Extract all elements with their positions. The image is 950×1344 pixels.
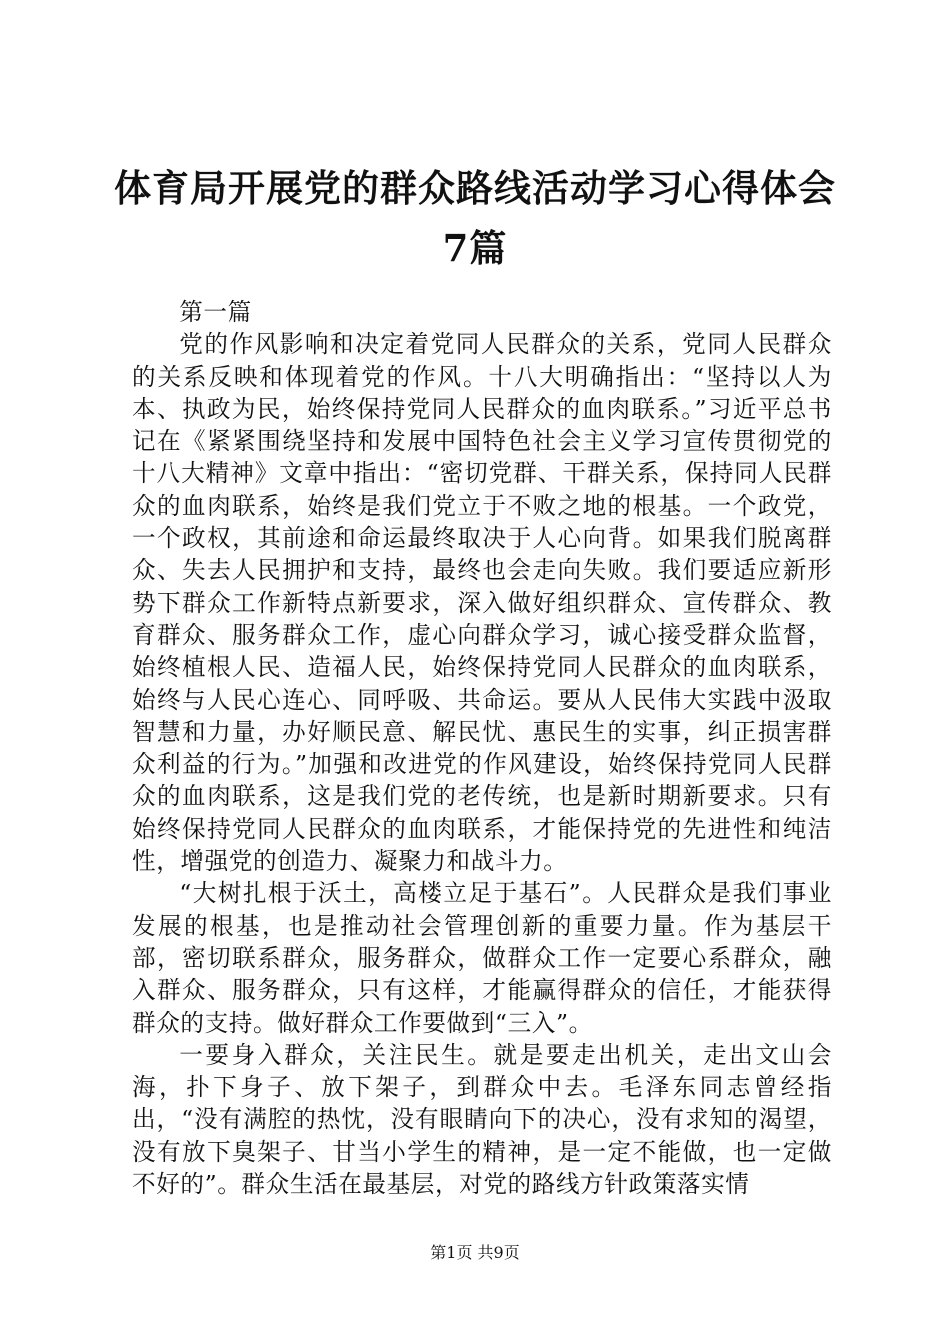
page-number-footer: 第1页 共9页 — [430, 1243, 520, 1262]
paragraph: 一要身入群众，关注民生。就是要走出机关，走出文山会海，扑下身子、放下架子，到群众中去。毛泽东同志曾经指出，“没有满腔的热忱，没有眼睛向下的决心，没有求知的渴望，没有放下臭架子、甘当小学生的精神，是一定不能做，也一定做不好的”。群众生活在最基层，对党的路线方针政策落实情 — [132, 1040, 832, 1199]
paragraph: 党的作风影响和决定着党同人民群众的关系，党同人民群众的关系反映和体现着党的作风。十八大明确指出：“坚持以人为本、执政为民，始终保持党同人民群众的血肉联系。”习近平总书记在《紧紧围绕坚持和发展中国特色社会主义学习宣传贯彻党的十八大精神》文章中指出：“密切党群、干群关系，保持同人民群众的血肉联系，始终是我们党立于不败之地的根基。一个政党，一个政权，其前途和命运最终取决于人心向背。如果我们脱离群众、失去人民拥护和支持，最终也会走向失败。我们要适应新形势下群众工作新特点新要求，深入做好组织群众、宣传群众、教育群众、服务群众工作，虚心向群众学习，诚心接受群众监督，始终植根人民、造福人民，始终保持党同人民群众的血肉联系，始终与人民心连心、同呼吸、共命运。要从人民伟大实践中汲取智慧和力量，办好顺民意、解民忧、惠民生的实事，纠正损害群众利益的行为。”加强和改进党的作风建设，始终保持党同人民群众的血肉联系，这是我们党的老传统，也是新时期新要求。只有始终保持党同人民群众的血肉联系，才能保持党的先进性和纯洁性，增强党的创造力、凝聚力和战斗力。 — [132, 330, 832, 876]
document-title: 体育局开展党的群众路线活动学习心得体会7篇 — [114, 166, 836, 270]
paragraph: “大树扎根于沃土，高楼立足于基石”。人民群众是我们事业发展的根基，也是推动社会管理创新的重要力量。作为基层干部，密切联系群众，服务群众，做群众工作一定要心系群众，融入群众、服务群众，只有这样，才能赢得群众的信任，才能获得群众的支持。做好群众工作要做到“三入”。 — [132, 879, 832, 1037]
document-body — [132, 296, 832, 1200]
section-heading: 第一篇 — [179, 298, 252, 326]
